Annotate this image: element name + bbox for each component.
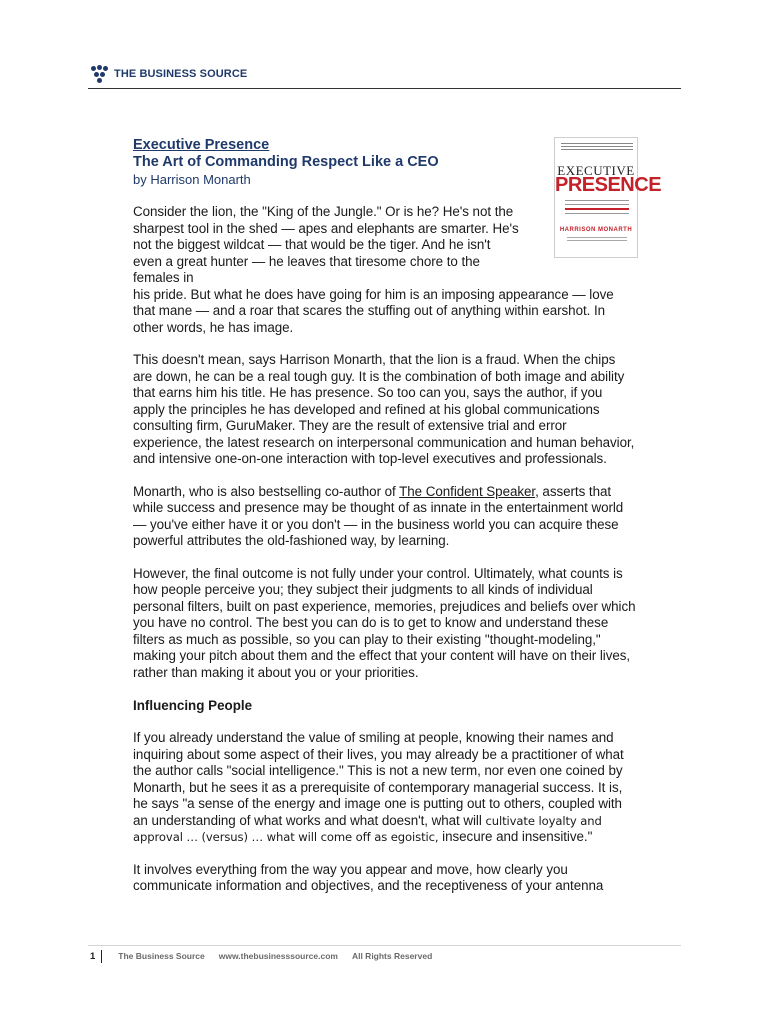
article-body [133,137,662,911]
paragraph-4: However, the final outcome is not fully under your control. Ultimately, what counts is how people perceive you; they subject their judgments to all kinds of individual personal filters, built on past experience, memories, prejudices and beliefs over which you have no control. The best you can do is to get to know and understand these filters as much as possible, so you can play to their existing "thought-modeling," making your pitch about them and the effect that your content will have on their lives, rather than making it about you or your priorities. [133,565,636,680]
header-divider [88,88,681,89]
page-number: 1 [90,950,96,962]
article-title[interactable]: Executive Presence [133,137,270,153]
article-subtitle: The Art of Commanding Respect Like a CEO [133,154,439,170]
header-logo [90,62,247,86]
article-byline: by Harrison Monarth [133,172,251,187]
paragraph-3 [133,484,637,550]
paragraph-3-text-b: , asserts that while success and presence may be thought of as innate in the entertainment world — you've either have it or you don't — in the business world you can acquire these powerful attributes the old-fashioned way, by learning. [133,483,624,548]
section-heading: Influencing People [133,698,253,713]
paragraph-5-text-a: If you already understand the value of smiling at people, knowing their names and inquiring about some aspect of their lives, you may already be a practitioner of what the author calls "social intelligence." This is not a new term, nor even one coined by Monarth, but he sees it as a prerequisite of contemporary managerial success. It is, he says "a sense of the energy and image one is putting out to others, coupled with an understanding of what works and what doesn't, what will [133,730,624,828]
cover-title-line1: EXECUTIVE [557,163,635,178]
footer-brand: The Business Source [118,951,205,961]
paragraph-1-wrapped: Consider the lion, the "King of the Jungle." Or is he? He's not the sharpest tool in the shed — apes and elephants are smarter. He's not the biggest wildcat — that would be the tiger. And he isn't even a great hunter — he leaves that tiresome chore to the females in [133,204,519,285]
footer-divider [88,945,681,946]
brand-name: THE BUSINESS SOURCE [114,68,248,80]
paragraph-1-rest: his pride. But what he does have going for him is an imposing appearance — love that mane — and a roar that scares the stuffing out of anything within earshot. In other words, he has image. [133,286,614,335]
footer-separator [101,950,102,963]
cover-author: HARRISON MONARTH [559,227,633,233]
paragraph-3-text-a: Monarth, who is also bestselling co-author of [133,483,400,499]
paragraph-6: It involves everything from the way you appear and move, how clearly you communicate information and objectives, and the receptiveness of your antenna [133,861,604,893]
footer-url[interactable]: www.thebusinesssource.com [218,951,338,961]
confident-speaker-link[interactable]: The Confident Speaker [399,483,536,499]
paragraph-5-text-b: insecure and insensitive." [438,829,593,844]
logo-dots-icon [90,64,110,84]
footer-rights: All Rights Reserved [351,951,433,961]
cover-title-line2: PRESENCE [555,174,662,196]
paragraph-5-quote: cultivate loyalty and approval … (versus) … what will come off as egoistic, [133,813,602,844]
paragraph-5 [133,730,637,846]
paragraph-2: This doesn't mean, says Harrison Monarth, that the lion is a fraud. When the chips are down, he can be a real tough guy. It is the combination of both image and ability that earns him his title. He has presence. So too can you, says the author, if you apply the principles he has developed and refined at his global communications consulting firm, GuruMaker. They are the result of extensive trial and error experience, the latest research on interpersonal communication and human behavior, and intensive one-on-one interaction with top-level executives and professionals. [133,352,635,466]
page-footer [90,949,446,963]
